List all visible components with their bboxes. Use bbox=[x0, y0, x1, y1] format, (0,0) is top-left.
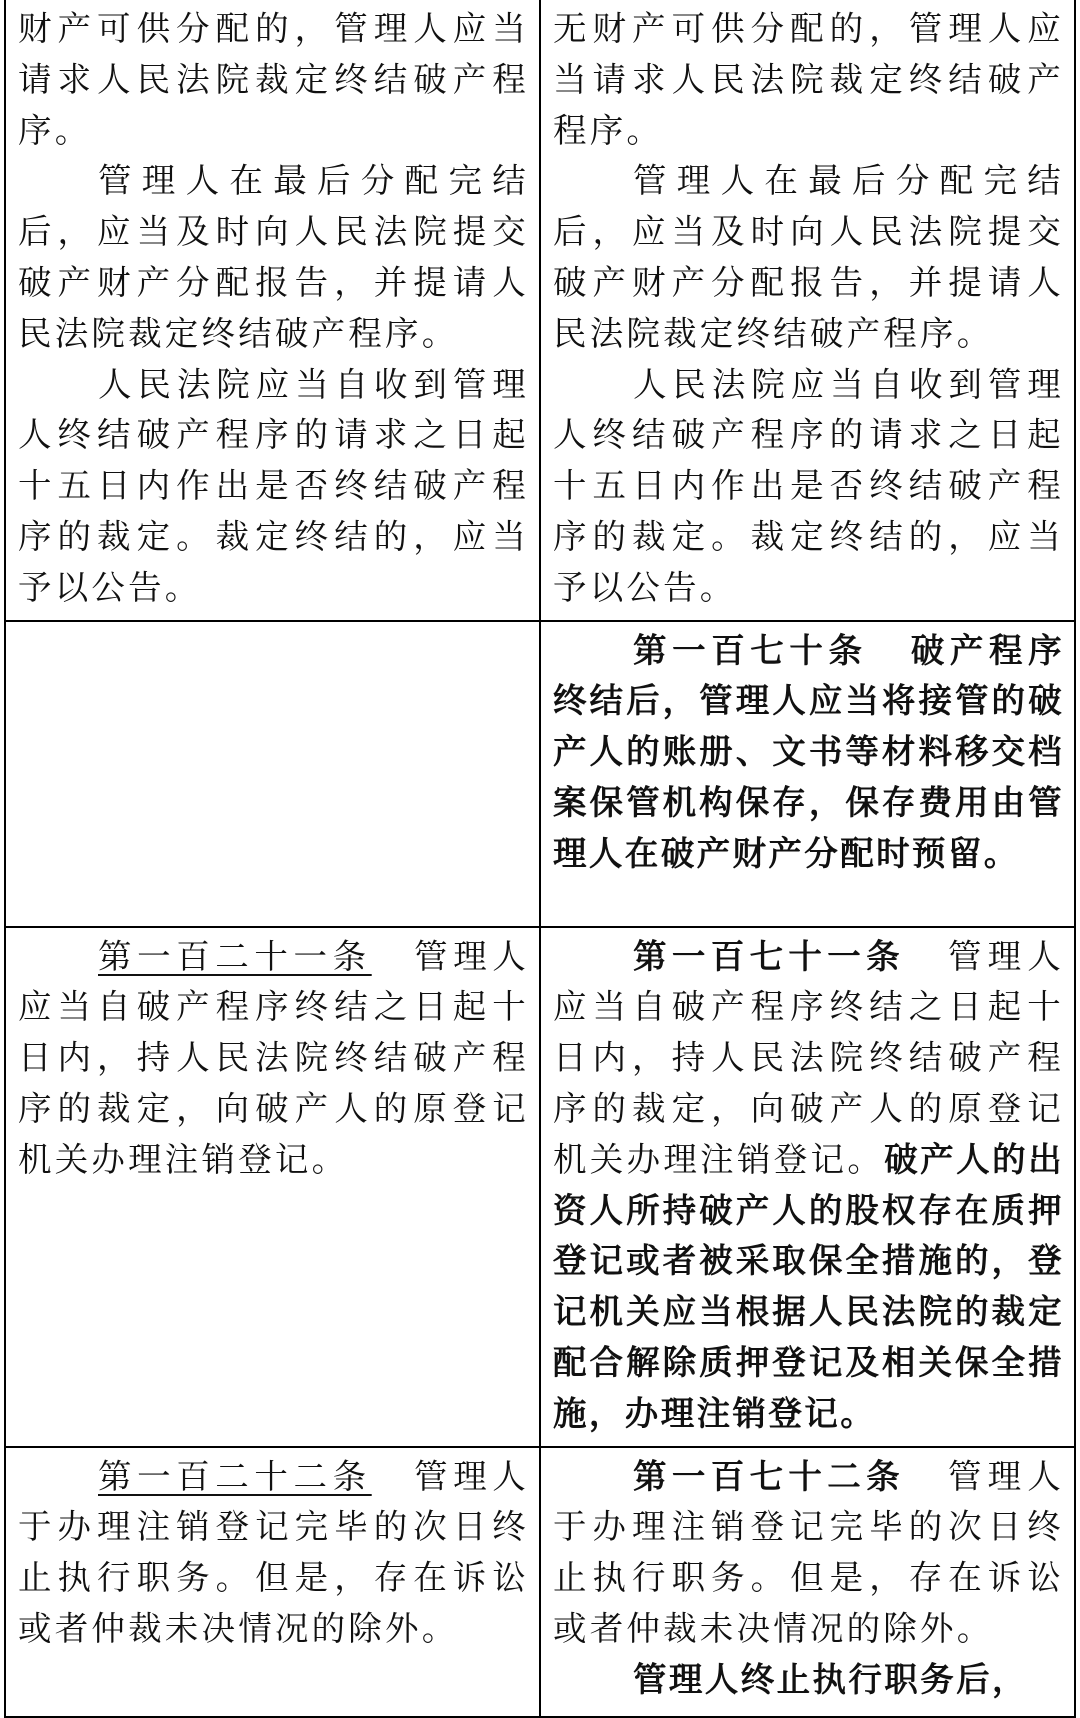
article-number: 第一百七十条 bbox=[633, 630, 868, 670]
paragraph: 管理人在最后分配完结后，应当及时向人民法院提交破产财产分配报告，并提请人民法院裁定终结破产程序。 bbox=[18, 161, 529, 353]
article-number: 第一百二十一条 bbox=[98, 936, 372, 976]
article-number: 第一百二十二条 bbox=[98, 1456, 372, 1496]
article-text: 管理人应当自破产程序终结之日起十日内，持人民法院终结破产程序的裁定，向破产人的原登记机关办理注销登记。 bbox=[553, 936, 1064, 1179]
article-number: 第一百七十一条 bbox=[633, 936, 906, 976]
paragraph: 无财产可供分配的，管理人应当请求人民法院裁定终结破产程序。 bbox=[553, 9, 1064, 150]
old-law-cell bbox=[5, 1447, 540, 1717]
article-paragraph bbox=[18, 1452, 529, 1655]
article-text: 管理人于办理注销登记完毕的次日终止执行职务。但是，存在诉讼或者仲裁未决情况的除外。 bbox=[18, 1456, 529, 1648]
old-law-cell bbox=[5, 0, 540, 621]
added-text: 破产人的出资人所持破产人的股权存在质押登记或者被采取保全措施的，登记机关应当根据人民法院的裁定配合解除质押登记及相关保全措施，办理注销登记。 bbox=[553, 1139, 1064, 1433]
table-row bbox=[5, 927, 1075, 1447]
article-paragraph bbox=[18, 932, 529, 1186]
new-law-cell bbox=[540, 927, 1075, 1447]
article-text: 管理人于办理注销登记完毕的次日终止执行职务。但是，存在诉讼或者仲裁未决情况的除外。 bbox=[553, 1456, 1064, 1648]
old-law-cell bbox=[5, 927, 540, 1447]
table-row bbox=[5, 621, 1075, 927]
table-row bbox=[5, 0, 1075, 621]
article-paragraph bbox=[553, 932, 1064, 1440]
old-law-cell-empty bbox=[5, 621, 540, 927]
article-paragraph bbox=[553, 1452, 1064, 1655]
table-row bbox=[5, 1447, 1075, 1717]
paragraph: 人民法院应当自收到管理人终结破产程序的请求之日起十五日内作出是否终结破产程序的裁定。裁定终结的，应当予以公告。 bbox=[18, 364, 529, 607]
article-paragraph bbox=[553, 626, 1064, 880]
new-law-cell bbox=[540, 621, 1075, 927]
article-text: 破产程序终结后，管理人应当将接管的破产人的账册、文书等材料移交档案保管机构保存，保存费用由管理人在破产财产分配时预留。 bbox=[553, 630, 1064, 873]
paragraph: 管理人在最后分配完结后，应当及时向人民法院提交破产财产分配报告，并提请人民法院裁定终结破产程序。 bbox=[553, 161, 1064, 353]
added-paragraph: 管理人终止执行职务后， bbox=[633, 1659, 1028, 1699]
article-text: 管理人应当自破产程序终结之日起十日内，持人民法院终结破产程序的裁定，向破产人的原登记机关办理注销登记。 bbox=[18, 936, 529, 1179]
article-number: 第一百七十二条 bbox=[633, 1456, 906, 1496]
paragraph: 人民法院应当自收到管理人终结破产程序的请求之日起十五日内作出是否终结破产程序的裁定。裁定终结的，应当予以公告。 bbox=[553, 364, 1064, 607]
new-law-cell bbox=[540, 0, 1075, 621]
new-law-cell bbox=[540, 1447, 1075, 1717]
paragraph: 财产可供分配的，管理人应当请求人民法院裁定终结破产程序。 bbox=[18, 9, 529, 150]
law-comparison-table bbox=[4, 0, 1076, 1718]
